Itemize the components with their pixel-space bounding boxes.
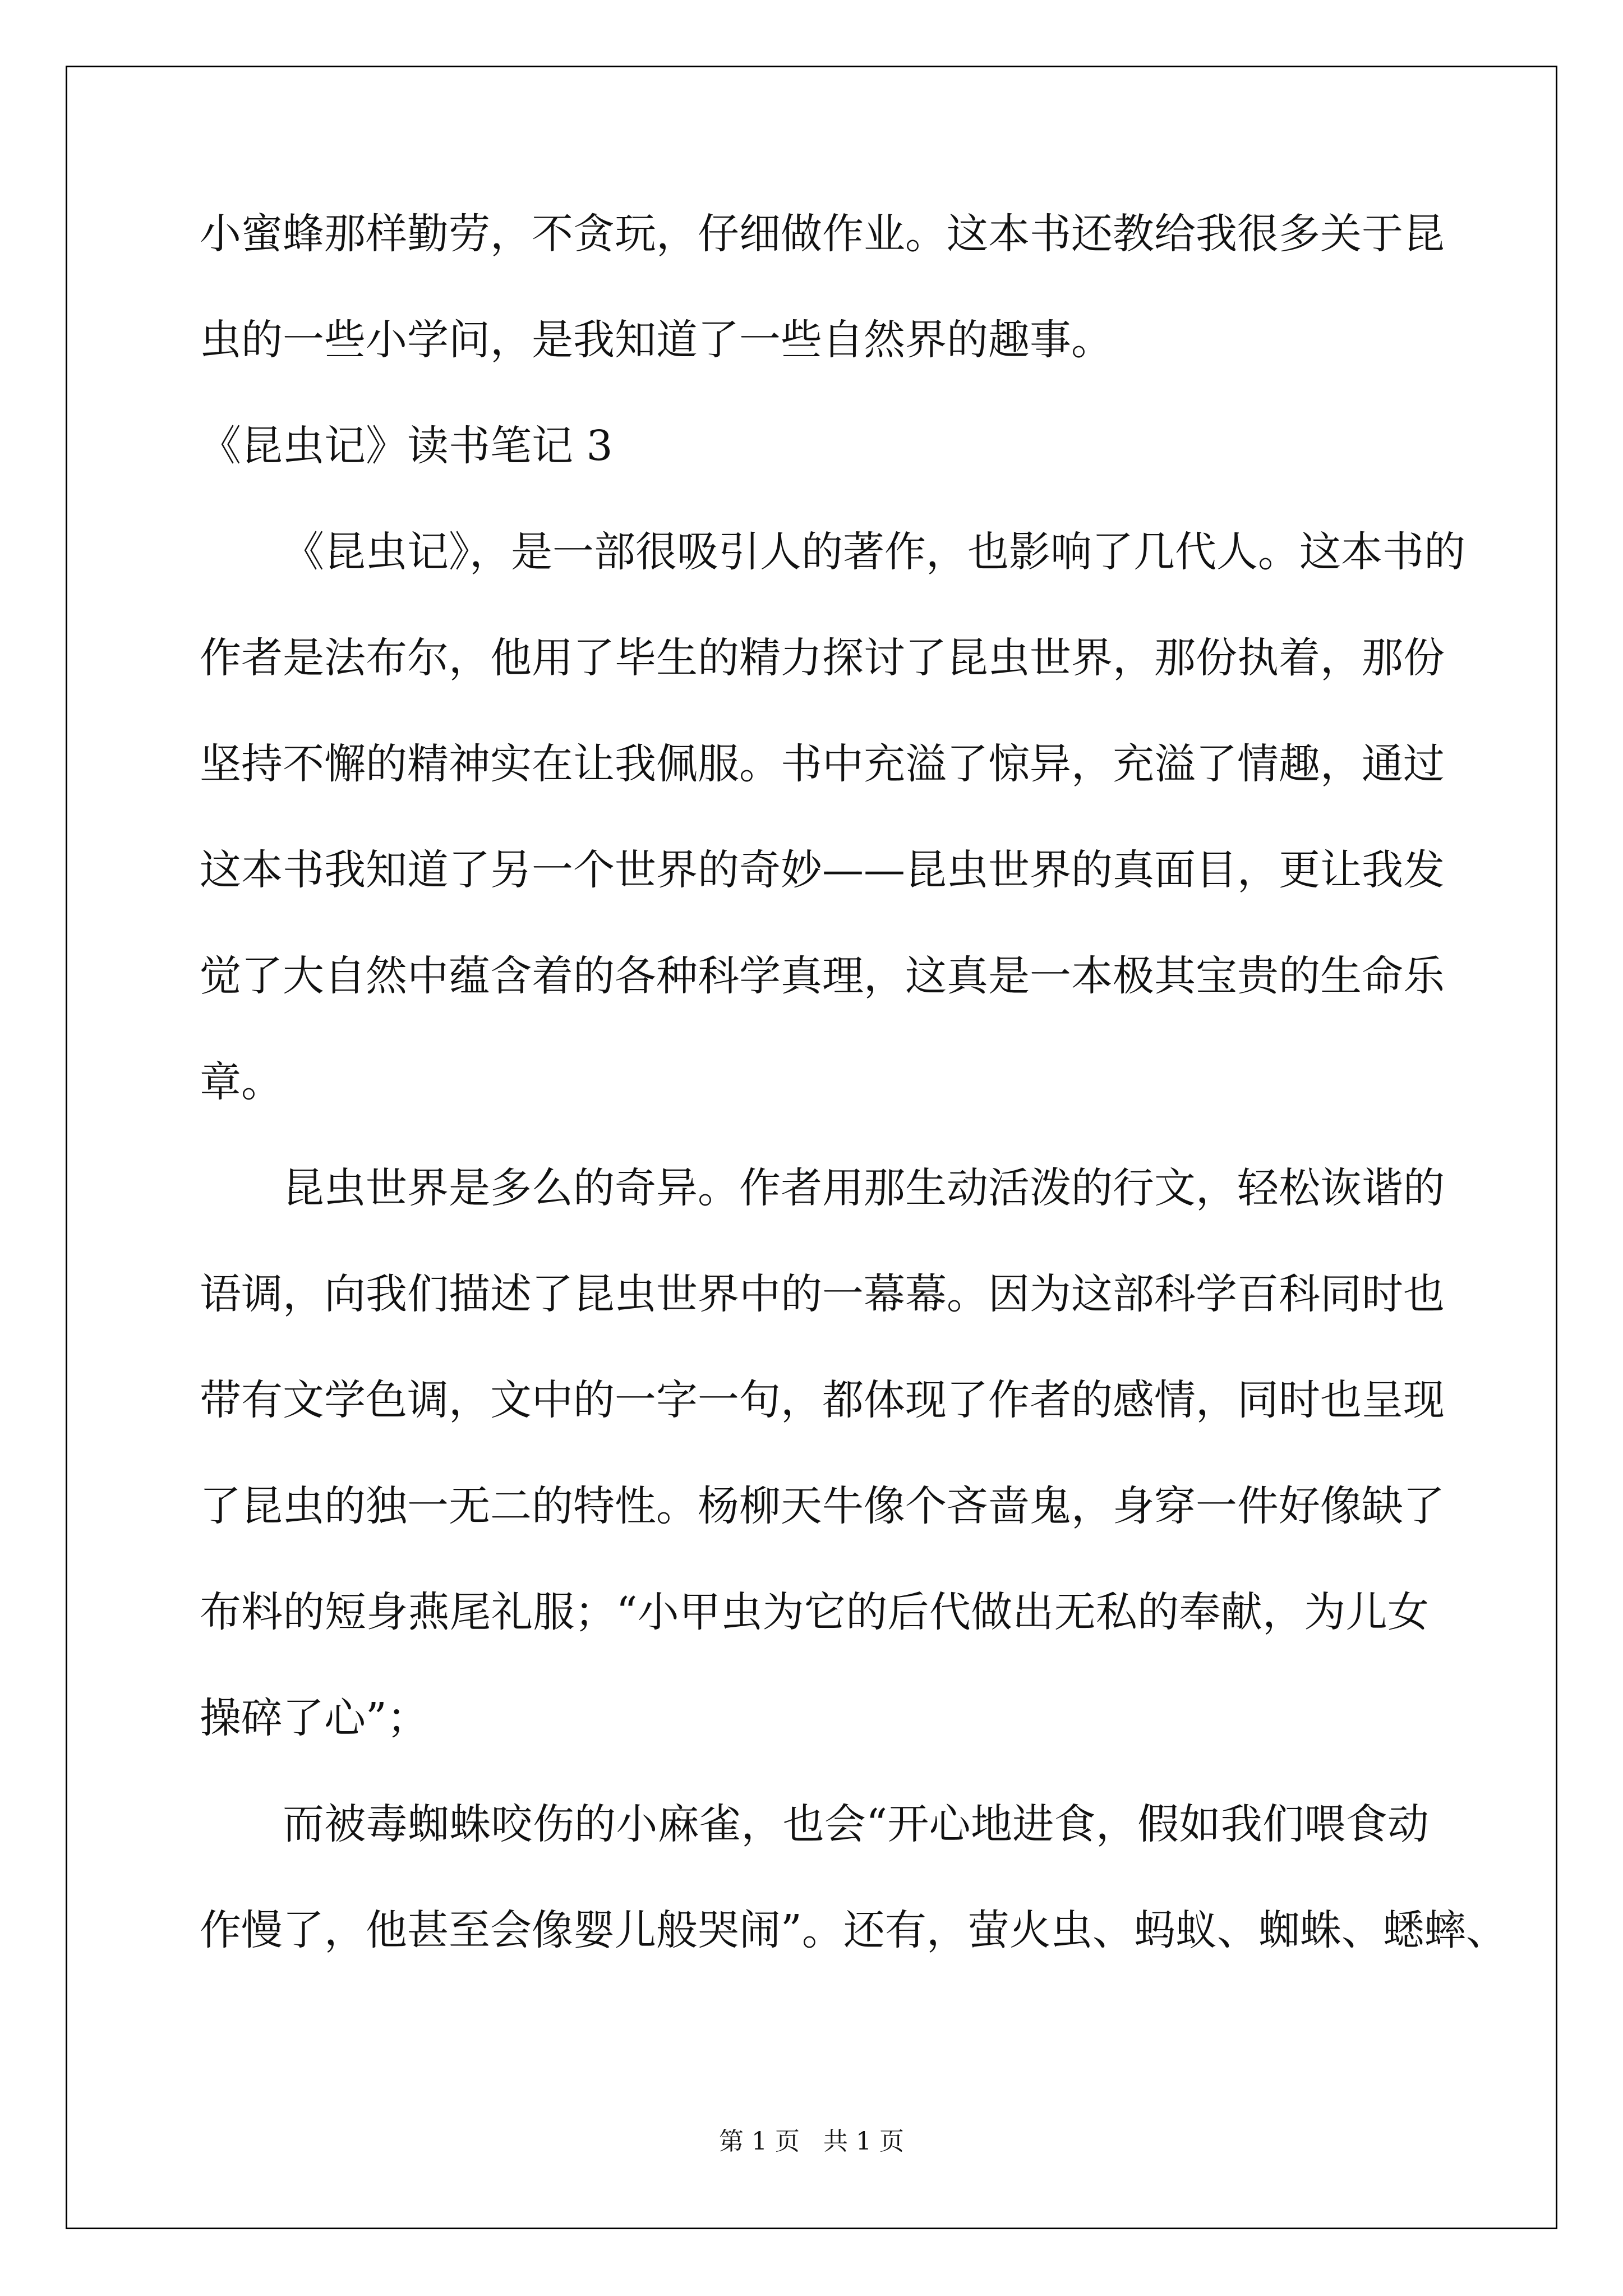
paragraph-first-line: 而被毒蜘蛛咬伤的小麻雀，也会“开心地进食，假如我们喂食动 <box>283 1800 1429 1848</box>
text-line: 这本书我知道了另一个世界的奇妙——昆虫世界的真面目，更让我发 <box>200 846 1445 894</box>
text-line: 布料的短身燕尾礼服；“小甲虫为它的后代做出无私的奉献，为儿女 <box>200 1588 1429 1636</box>
text-line: 坚持不懈的精神实在让我佩服。书中充溢了惊异，充溢了情趣，通过 <box>200 740 1445 788</box>
text-line: 章。 <box>200 1058 283 1106</box>
text-line: 小蜜蜂那样勤劳，不贪玩，仔细做作业。这本书还教给我很多关于昆 <box>200 210 1445 258</box>
text-line: 虫的一些小学问，是我知道了一些自然界的趣事。 <box>200 316 1113 364</box>
text-line: 带有文学色调，文中的一字一句，都体现了作者的感情，同时也呈现 <box>200 1376 1445 1424</box>
text-line: 了昆虫的独一无二的特性。杨柳天牛像个吝啬鬼，身穿一件好像缺了 <box>200 1482 1445 1530</box>
section-heading: 《昆虫记》读书笔记 3 <box>200 422 613 470</box>
page-border <box>66 66 1557 2229</box>
text-line: 语调，向我们描述了昆虫世界中的一幕幕。因为这部科学百科同时也 <box>200 1270 1445 1318</box>
text-line: 作者是法布尔，他用了毕生的精力探讨了昆虫世界，那份执着，那份 <box>200 634 1445 682</box>
text-line: 作慢了，他甚至会像婴儿般哭闹”。还有，萤火虫、蚂蚁、蜘蛛、蟋蟀、 <box>200 1906 1507 1954</box>
paragraph-first-line: 《昆虫记》，是一部很吸引人的著作，也影响了几代人。这本书的 <box>283 528 1465 576</box>
page-footer: 第 1 页 共 1 页 <box>719 2127 904 2156</box>
text-line: 觉了大自然中蕴含着的各种科学真理，这真是一本极其宝贵的生命乐 <box>200 952 1445 1000</box>
paragraph-first-line: 昆虫世界是多么的奇异。作者用那生动活泼的行文，轻松诙谐的 <box>283 1164 1445 1212</box>
text-line: 操碎了心”； <box>200 1694 428 1742</box>
